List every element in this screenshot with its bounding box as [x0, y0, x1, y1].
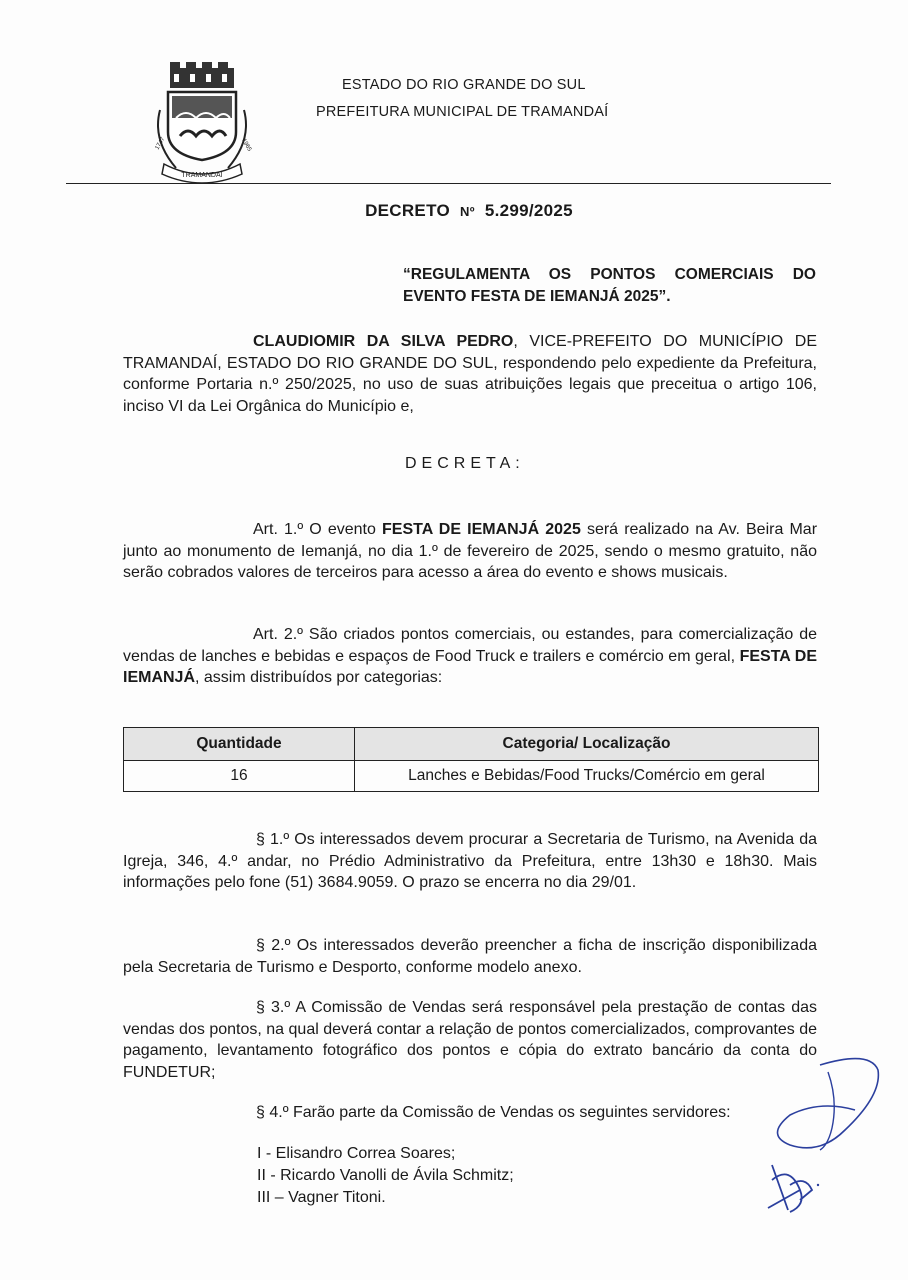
paragraph-4-text: § 4.º Farão parte da Comissão de Vendas os seguintes servidores:	[256, 1104, 731, 1121]
municipal-crest-logo	[146, 60, 256, 185]
paragraph-3-text: § 3.º A Comissão de Vendas será responsável pela prestação de contas das vendas dos pontos, na qual deverá contar a relação de pontos comercializados, comprovantes de pagamento, levantamento fotográfico dos pontos e cópia do extrato bancário da conta do FUNDETUR;	[123, 999, 817, 1081]
commission-members-list	[257, 1143, 514, 1209]
paragraph-3	[123, 997, 817, 1083]
paragraph-2-text: § 2.º Os interessados deverão preencher a ficha de inscrição disponibilizada pela Secretaria de Turismo e Desporto, conforme modelo anexo.	[123, 937, 817, 976]
list-item: II - Ricardo Vanolli de Ávila Schmitz;	[257, 1167, 514, 1184]
art1-prefix: Art. 1.º O evento	[253, 521, 383, 538]
table-header-quantity: Quantidade	[124, 728, 355, 761]
decree-title	[0, 201, 908, 221]
table-header-category: Categoria/ Localização	[355, 728, 819, 761]
list-item: III – Vagner Titoni.	[257, 1189, 386, 1206]
article-1	[123, 519, 817, 584]
list-item: I - Elisandro Correa Soares;	[257, 1145, 456, 1162]
table-row	[124, 761, 819, 792]
paragraph-1	[123, 829, 817, 894]
decree-label: DECRETO	[365, 201, 450, 220]
crest-name: TRAMANDAÍ	[181, 172, 223, 179]
art1-event: FESTA DE IEMANJÁ 2025	[382, 521, 581, 538]
table-cell-quantity: 16	[124, 761, 355, 792]
decree-number: 5.299/2025	[484, 201, 573, 220]
header-city-hall: PREFEITURA MUNICIPAL DE TRAMANDAÍ	[316, 104, 609, 120]
header-divider	[66, 183, 831, 184]
decreta-heading: DECRETA:	[405, 455, 525, 472]
rubric-signature	[760, 1050, 890, 1230]
art1-rest: será realizado na Av. Beira Mar junto ao monumento de Iemanjá, no dia 1.º de fevereiro de 2025, sendo o mesmo gratuito, não serão cobrados valores de terceiros para acesso a área do evento e shows musicais.	[123, 521, 818, 581]
art2-rest: , assim distribuídos por categorias:	[195, 669, 443, 686]
header-state: ESTADO DO RIO GRANDE DO SUL	[342, 77, 586, 93]
preamble	[123, 331, 817, 417]
decree-number-sign: Nº	[460, 204, 475, 219]
table-cell-category: Lanches e Bebidas/Food Trucks/Comércio em geral	[355, 761, 819, 792]
table-header-row	[124, 728, 819, 761]
crest-year-right: 1965	[240, 138, 253, 153]
crest-year-left: 1747	[154, 136, 167, 151]
paragraph-1-text: § 1.º Os interessados devem procurar a Secretaria de Turismo, na Avenida da Igreja, 346, 4.º andar, no Prédio Administrativo da Prefeitura, entre 13h30 e 18h30. Mais informações pelo fone (51) 3684.9059. O prazo se encerra no dia 29/01.	[123, 831, 817, 891]
preamble-name: CLAUDIOMIR DA SILVA PEDRO	[253, 333, 514, 350]
art2-event: FESTA DE IEMANJÁ	[123, 647, 817, 686]
categories-table	[123, 727, 819, 792]
paragraph-4	[123, 1102, 817, 1124]
decree-ementa: “REGULAMENTA OS PONTOS COMERCIAIS DO EVENTO FESTA DE IEMANJÁ 2025”.	[403, 266, 816, 305]
paragraph-2	[123, 935, 817, 978]
art2-prefix: Art. 2.º São criados pontos comerciais, ou estandes, para comercialização de vendas de lanches e bebidas e espaços de Food Truck e trailers e comércio em geral,	[123, 626, 817, 665]
article-2	[123, 624, 817, 689]
preamble-text: , VICE-PREFEITO DO MUNICÍPIO DE TRAMANDAÍ, ESTADO DO RIO GRANDE DO SUL, respondendo pelo expediente da Prefeitura, conforme Portaria n.º 250/2025, no uso de suas atribuições legais que preceitua o artigo 106, inciso VI da Lei Orgânica do Município e,	[123, 333, 818, 415]
